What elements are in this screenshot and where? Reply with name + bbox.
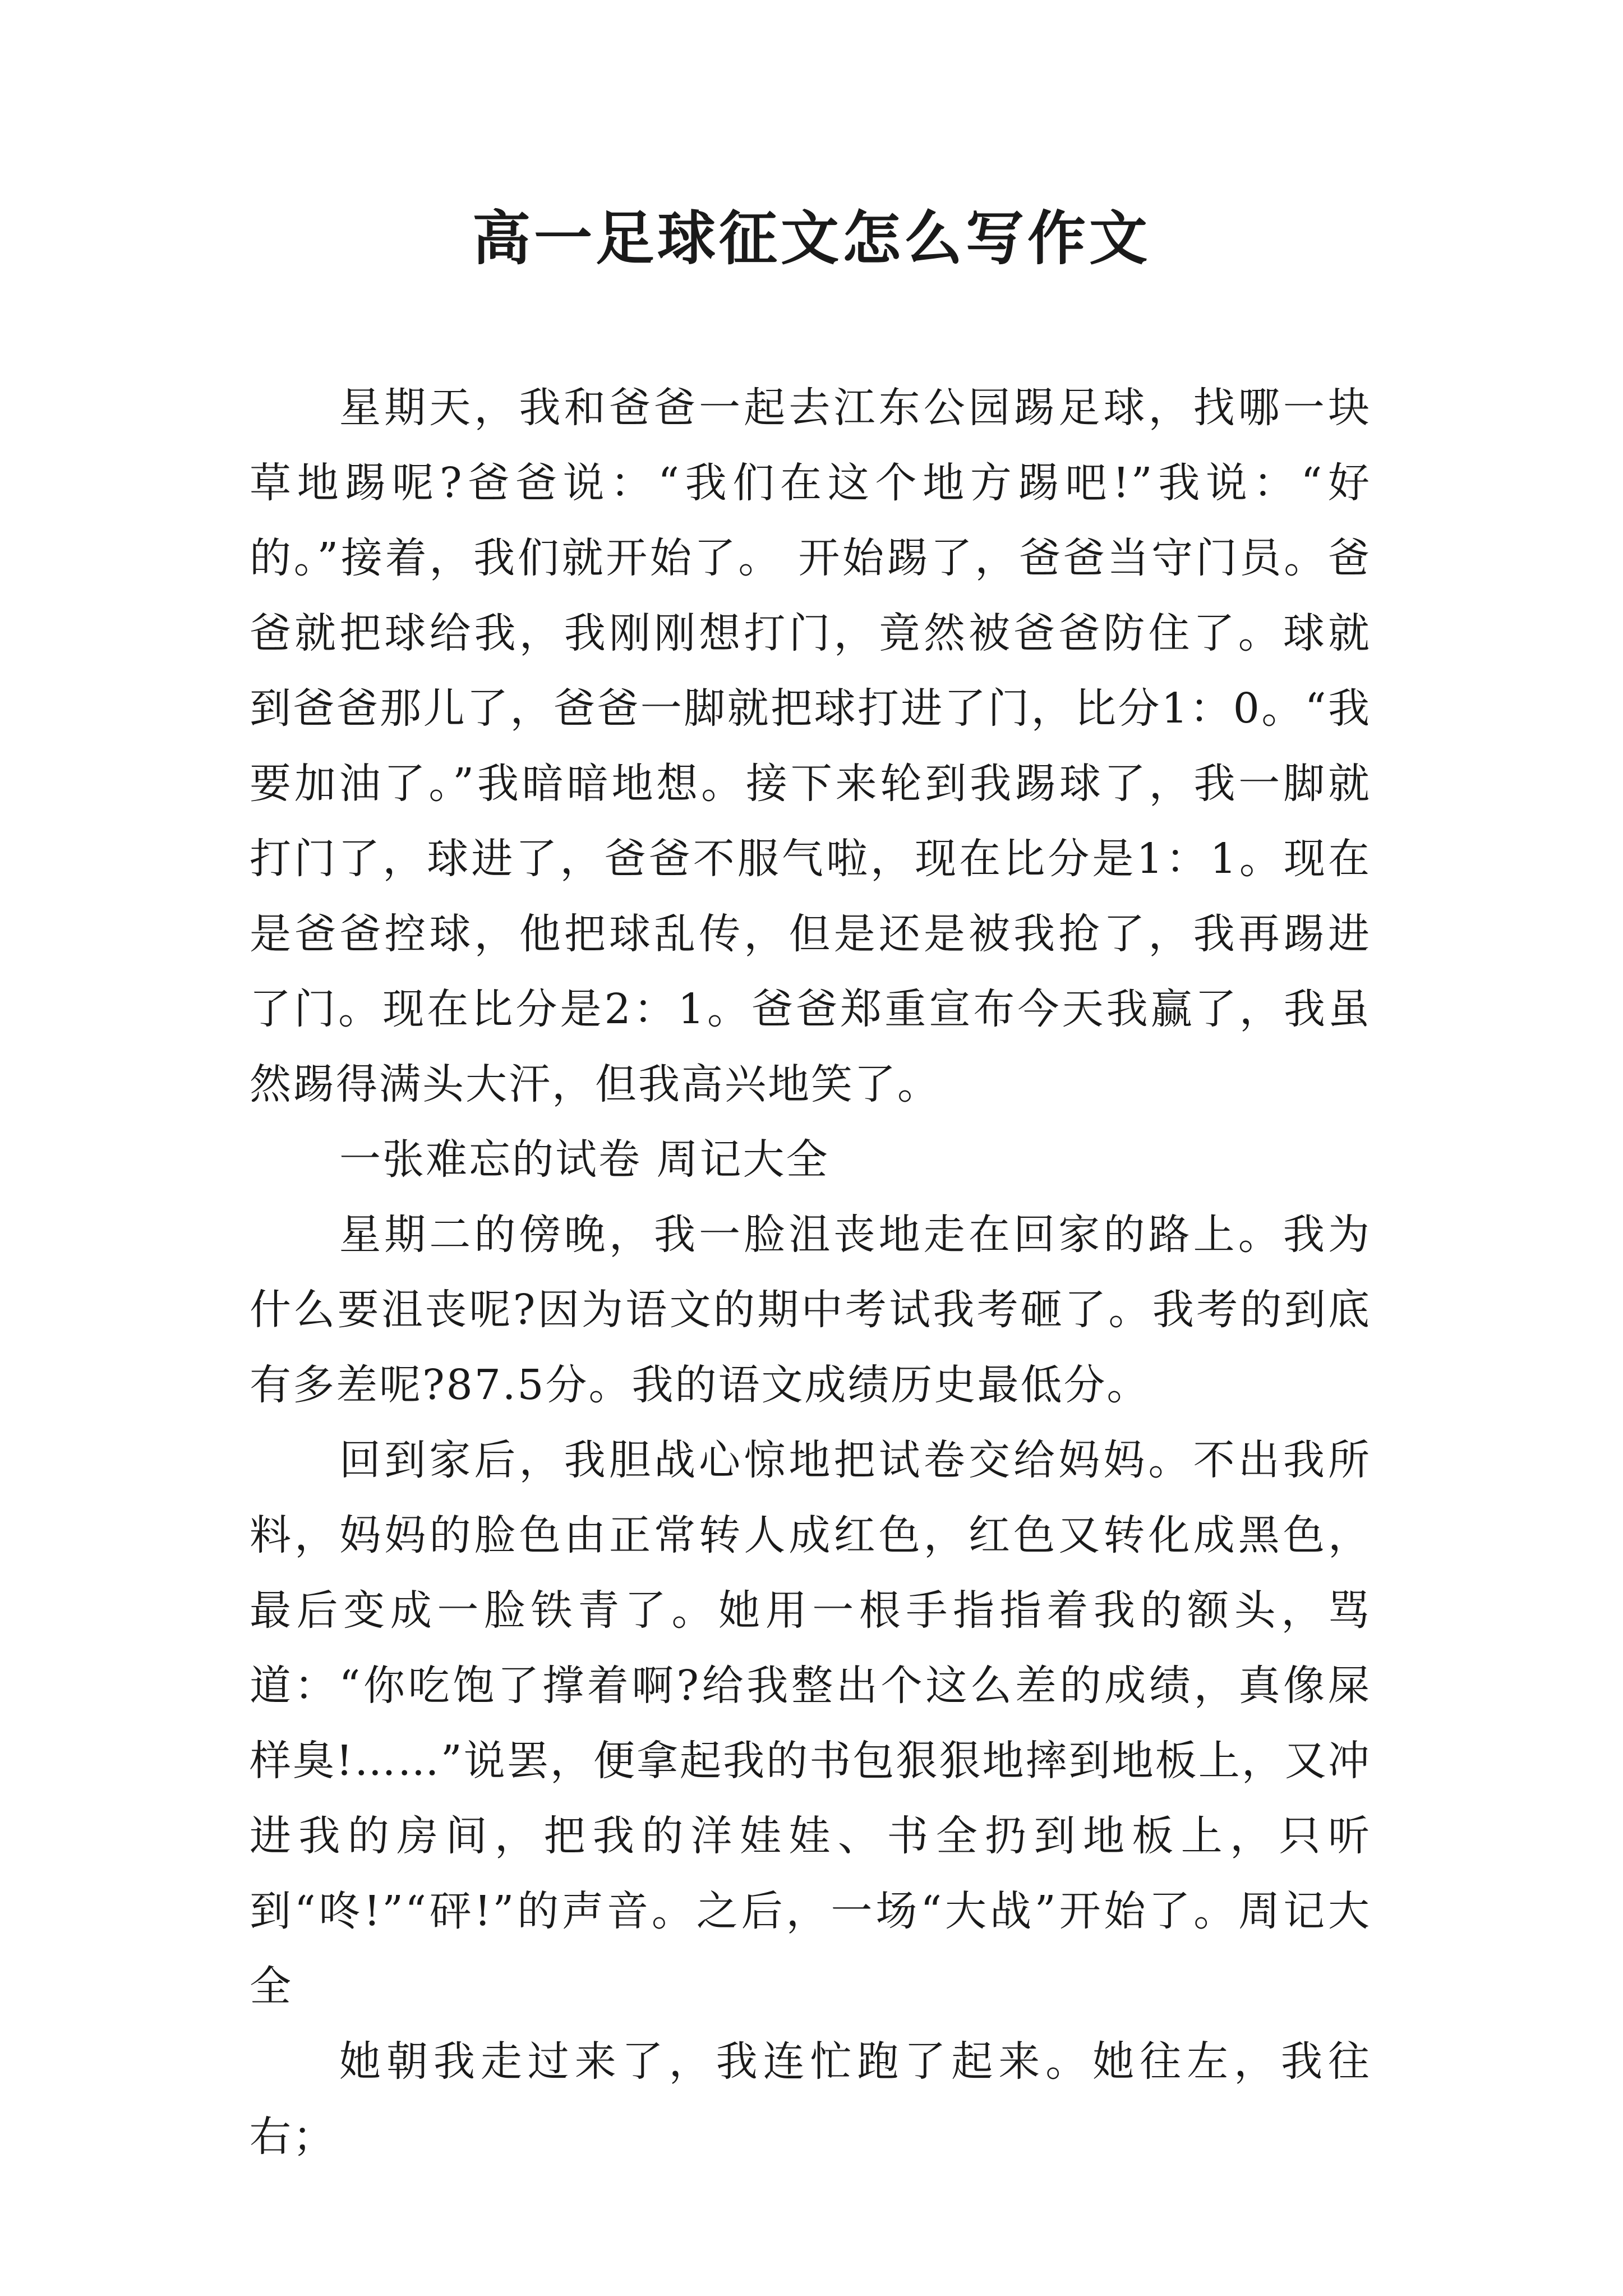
document-body — [250, 370, 1371, 2174]
document-title: 高一足球征文怎么写作文 — [472, 204, 1151, 273]
paragraph-exam: 星期二的傍晚，我一脸沮丧地走在回家的路上。我为什么要沮丧呢?因为语文的期中考试我考砸了。我考的到底有多差呢?87.5分。我的语文成绩历史最低分。 — [250, 1211, 1371, 1409]
paragraph-home: 回到家后，我胆战心惊地把试卷交给妈妈。不出我所料，妈妈的脸色由正常转人成红色，红色又转化成黑色，最后变成一脸铁青了。她用一根手指指着我的额头，骂道：“你吃饱了撑着啊?给我整出个这么差的成绩，真像屎样臭!……”说罢，便拿起我的书包狠狠地摔到地板上，又冲进我的房间，把我的洋娃娃、书全扔到地板上，只听到“咚!”“砰!”的声音。之后，一场“大战”开始了。周记大全 — [250, 1436, 1371, 2010]
paragraph-football: 星期天，我和爸爸一起去江东公园踢足球，找哪一块草地踢呢?爸爸说：“我们在这个地方踢吧!”我说：“好的。”接着，我们就开始了。 开始踢了，爸爸当守门员。爸爸就把球给我，我刚刚想打门，竟然被爸爸防住了。球就到爸爸那儿了，爸爸一脚就把球打进了门，比分1：0。“我要加油了。”我暗暗地想。接下来轮到我踢球了，我一脚就打门了，球进了，爸爸不服气啦，现在比分是1：1。现在是爸爸控球，他把球乱传，但是还是被我抢了，我再踢进了门。现在比分是2：1。爸爸郑重宣布今天我赢了，我虽然踢得满头大汗，但我高兴地笑了。 — [250, 384, 1371, 1108]
paragraph-heading: 一张难忘的试卷 周记大全 — [339, 1135, 829, 1184]
paragraph-chase: 她朝我走过来了，我连忙跑了起来。她往左，我往右； — [250, 2037, 1371, 2161]
